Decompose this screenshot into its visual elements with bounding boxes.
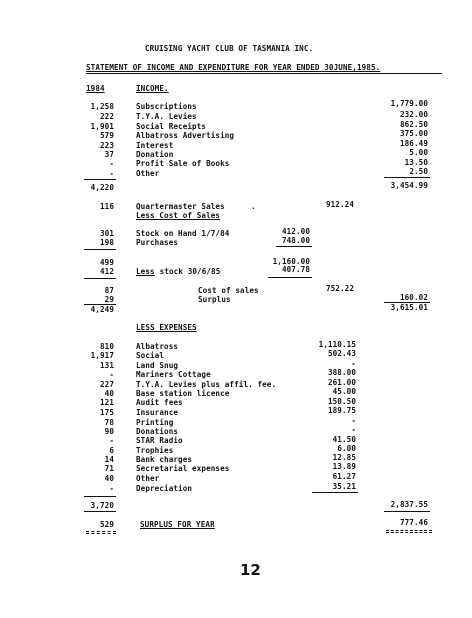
prior-amount: 223: [99, 141, 114, 150]
item-label: Interest: [136, 141, 174, 150]
prior-amount: 227: [99, 380, 114, 389]
item-label: Donation: [136, 150, 174, 159]
income-heading: INCOME.: [136, 84, 169, 93]
cos-amount: 752.22: [325, 284, 354, 293]
purchases-rule: [276, 246, 312, 247]
item-amount: 862.50: [399, 120, 428, 129]
qm-label: Quartermaster Sales: [136, 202, 225, 211]
item-label: Printing: [136, 418, 174, 427]
surplus-label: Surplus: [198, 295, 231, 304]
statement-title: STATEMENT OF INCOME AND EXPENDITURE FOR YEAR ENDED 30JUNE,1985.: [86, 63, 381, 72]
item-label: Secretarial expenses: [136, 464, 230, 473]
item-label: Depreciation: [136, 484, 193, 493]
prior-amount: -: [109, 370, 114, 379]
income-total-rule: [384, 177, 430, 178]
item-amount: 261.00: [327, 378, 356, 387]
item-label: Profit Sale of Books: [136, 159, 230, 168]
final-label: SURPLUS FOR YEAR: [140, 520, 215, 529]
item-label: Subscriptions: [136, 102, 197, 111]
item-label: Donations: [136, 427, 179, 436]
income-prior-total: 4,220: [90, 183, 114, 192]
item-amount: 150.50: [327, 397, 356, 406]
final-amount: 777.46: [399, 518, 428, 527]
prior-amount: -: [109, 159, 114, 168]
item-amount: 12.85: [332, 453, 356, 462]
item-label: Social: [136, 351, 165, 360]
prior-amount: 71: [104, 464, 114, 473]
expenses-heading: LESS EXPENSES: [136, 323, 197, 332]
purchases-amount: 748.00: [281, 236, 310, 245]
item-label: Audit fees: [136, 398, 183, 407]
prior-amount: -: [109, 436, 114, 445]
item-label: Trophies: [136, 446, 174, 455]
item-label: T.Y.A. Levies: [136, 112, 197, 121]
cos-label: Cost of sales: [198, 286, 259, 295]
cos-prior: 87: [104, 286, 114, 295]
item-amount: -: [351, 416, 356, 425]
club-title: CRUISING YACHT CLUB OF TASMANIA INC.: [145, 44, 314, 53]
prior-amount: 37: [104, 150, 114, 159]
item-amount: 502.43: [327, 349, 356, 358]
prior-amount: 222: [99, 112, 114, 121]
stock-label: Stock on Hand 1/7/84: [136, 229, 230, 238]
expenses-total: 2,837.55: [390, 500, 428, 509]
item-label: Mariners Cottage: [136, 370, 211, 379]
prior-year-heading: 1984: [86, 84, 105, 93]
purchases-label: Purchases: [136, 238, 179, 247]
qm-prior: 116: [99, 202, 114, 211]
prior-amount: 175: [99, 408, 114, 417]
prior-amount: 579: [99, 131, 114, 140]
expenses-prior-total: 3,720: [90, 501, 114, 510]
item-amount: 13.89: [332, 462, 356, 471]
income-total: 3,454.99: [390, 181, 428, 190]
closing-amount: 407.78: [281, 265, 310, 274]
final-prior: 529: [99, 520, 114, 529]
prior-amount: 40: [104, 474, 114, 483]
prior-amount: 90: [104, 427, 114, 436]
prior-amount: 131: [99, 361, 114, 370]
item-label: STAR Radio: [136, 436, 183, 445]
item-amount: 388.00: [327, 368, 356, 377]
item-amount: 35.21: [332, 482, 356, 491]
prior-amount: 121: [99, 398, 114, 407]
item-amount: 13.50: [404, 158, 428, 167]
stock-prior-rule: [84, 249, 116, 250]
item-amount: -: [351, 359, 356, 368]
statement-rule: [86, 73, 442, 74]
stock-sub-prior: 499: [99, 258, 114, 267]
item-label: Social Receipts: [136, 122, 207, 131]
item-label: Other: [136, 474, 160, 483]
stock-amount: 412.00: [281, 227, 310, 236]
purchases-prior: 198: [99, 238, 114, 247]
item-label: T.Y.A. Levies plus affil. fee.: [136, 380, 277, 389]
page-number: 12: [240, 561, 261, 579]
qm-dot: .: [251, 202, 256, 211]
surplus-prior: 29: [104, 295, 114, 304]
item-amount: 41.50: [332, 435, 356, 444]
closing-prior-rule: [84, 278, 116, 279]
qm-amount: 912.24: [325, 200, 354, 209]
item-amount: 61.27: [332, 472, 356, 481]
item-amount: 232.00: [399, 110, 428, 119]
prior-amount: 78: [104, 418, 114, 427]
item-label: Other: [136, 169, 160, 178]
less-cost-label: Less Cost of Sales: [136, 211, 221, 220]
item-label: Land Snug: [136, 361, 179, 370]
expenses-prior-rule: [84, 496, 116, 497]
prior-amount: 1,901: [90, 122, 114, 131]
prior-amount: -: [109, 484, 114, 493]
less-word: Less: [136, 267, 155, 276]
gross-total: 3,615.01: [390, 303, 428, 312]
surplus-amount: 160.02: [399, 293, 428, 302]
item-label: Albatross Advertising: [136, 131, 235, 140]
item-amount: -: [351, 425, 356, 434]
item-amount: 45.00: [332, 387, 356, 396]
item-label: Insurance: [136, 408, 179, 417]
expenses-rule: [312, 492, 358, 493]
stock-sub-amount: 1,160.00: [272, 257, 310, 266]
final-prior-rule: [84, 511, 116, 512]
prior-total-rule: [84, 179, 116, 180]
closing-label: stock 30/6/85: [155, 267, 221, 276]
prior-amount: 14: [104, 455, 114, 464]
prior-amount: 1,258: [90, 102, 114, 111]
prior-amount: 6: [109, 446, 114, 455]
item-amount: 1,110.15: [318, 340, 356, 349]
item-amount: 1,779.00: [390, 99, 428, 108]
item-label: Bank charges: [136, 455, 193, 464]
prior-amount: 40: [104, 389, 114, 398]
item-amount: 5.00: [409, 148, 428, 157]
item-label: Base station licence: [136, 389, 230, 398]
closing-prior: 412: [99, 267, 114, 276]
final-prior-double-rule: [86, 531, 116, 534]
item-amount: 189.75: [327, 406, 356, 415]
closing-rule: [268, 277, 312, 278]
item-amount: 375.00: [399, 129, 428, 138]
item-label: Albatross: [136, 342, 179, 351]
item-amount: 6.00: [337, 444, 356, 453]
item-amount: 186.49: [399, 139, 428, 148]
gross-prior-total: 4,249: [90, 305, 114, 314]
prior-amount: -: [109, 169, 114, 178]
stock-prior: 301: [99, 229, 114, 238]
prior-amount: 810: [99, 342, 114, 351]
prior-amount: 1,917: [90, 351, 114, 360]
item-amount: 2.50: [409, 167, 428, 176]
final-double-rule: [386, 530, 432, 533]
final-rule: [384, 511, 430, 512]
